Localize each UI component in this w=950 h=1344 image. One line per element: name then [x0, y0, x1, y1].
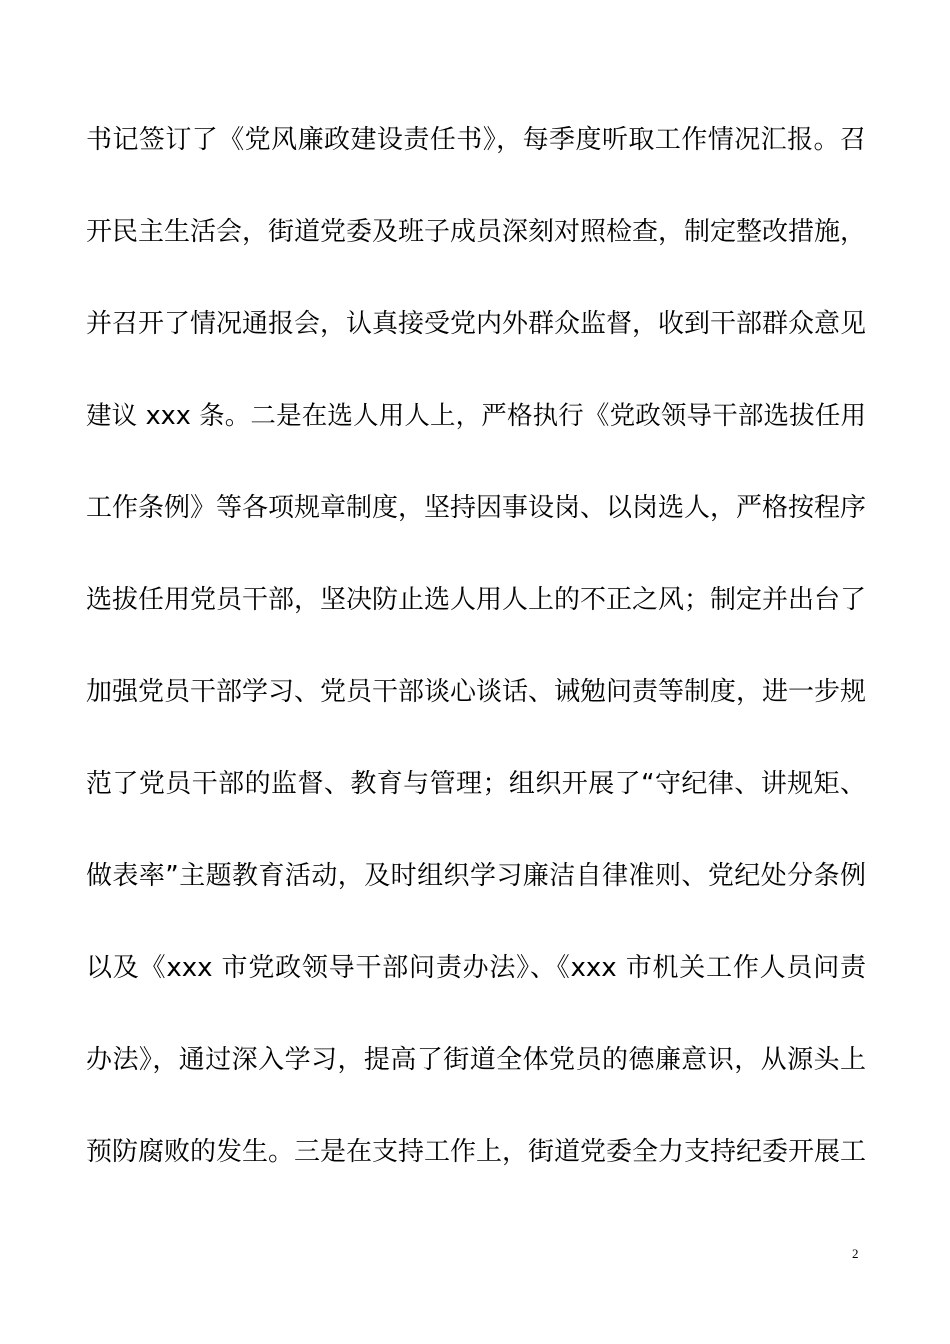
- text-line-10: 以及《xxx 市党政领导干部问责办法》、《xxx 市机关工作人员问责: [86, 953, 866, 983]
- text-line-3: 并召开了情况通报会，认真接受党内外群众监督，收到干部群众意见: [86, 309, 867, 339]
- text-line-4: 建议 xxx 条。二是在选人用人上，严格执行《党政领导干部选拔任用: [86, 401, 866, 431]
- text-line-6: 选拔任用党员干部，坚决防止选人用人上的不正之风；制定并出台了: [86, 585, 867, 615]
- text-line-12: 预防腐败的发生。三是在支持工作上，街道党委全力支持纪委开展工: [86, 1137, 867, 1167]
- text-line-5: 工作条例》等各项规章制度，坚持因事设岗、以岗选人，严格按程序: [86, 493, 867, 523]
- body-text: [86, 110, 866, 1214]
- text-line-8: 范了党员干部的监督、教育与管理；组织开展了“守纪律、讲规矩、: [86, 769, 866, 799]
- text-line-11: 办法》，通过深入学习，提高了街道全体党员的德廉意识，从源头上: [86, 1045, 866, 1075]
- text-line-1: 书记签订了《党风廉政建设责任书》，每季度听取工作情况汇报。召: [86, 125, 866, 155]
- text-line-7: 加强党员干部学习、党员干部谈心谈话、诫勉问责等制度，进一步规: [86, 677, 867, 707]
- text-line-2: 开民主生活会，街道党委及班子成员深刻对照检查，制定整改措施，: [86, 217, 867, 247]
- text-line-9: 做表率”主题教育活动，及时组织学习廉洁自律准则、党纪处分条例: [86, 861, 866, 891]
- page-number: 2: [852, 1246, 859, 1261]
